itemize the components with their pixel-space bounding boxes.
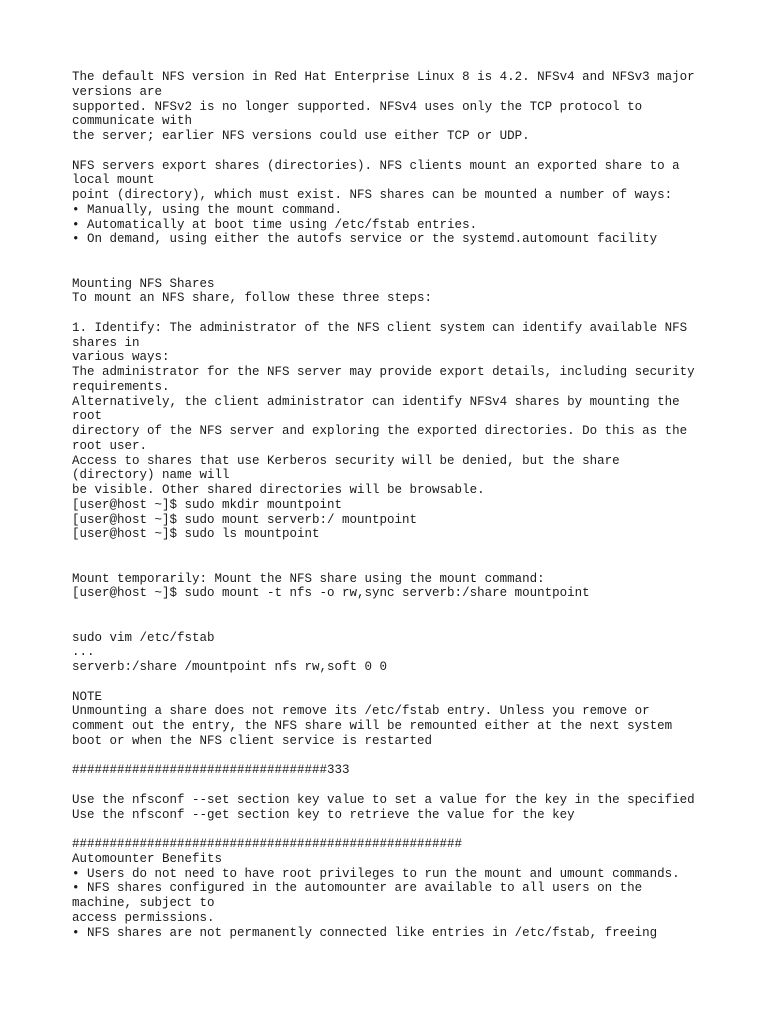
text-line: [user@host ~]$ sudo ls mountpoint [72, 527, 320, 542]
text-line: Unmounting a share does not remove its /etc/fstab entry. Unless you remove or [72, 704, 650, 719]
text-line: ##################################333 [72, 763, 350, 778]
text-line [72, 675, 732, 690]
text-line: root user. [72, 438, 148, 453]
text-line: NFS servers export shares (directories). NFS clients mount an exported share to a [72, 158, 680, 173]
text-line: Alternatively, the client administrator can identify NFSv4 shares by mounting the [72, 394, 680, 409]
text-line: • NFS shares are not permanently connected like entries in /etc/fstab, freeing [72, 925, 658, 940]
text-line [72, 306, 732, 321]
text-line: #################################################### [72, 837, 463, 851]
text-line: NOTE [72, 689, 103, 704]
text-line: requirements. [72, 379, 170, 394]
text-line: Use the nfsconf --set section key value to set a value for the key in the specified [72, 792, 695, 807]
text-line: Automounter Benefits [72, 851, 223, 866]
text-line: Mounting NFS Shares [72, 276, 215, 291]
text-line: shares in [72, 335, 140, 350]
text-line: comment out the entry, the NFS share will be remounted either at the next system [72, 719, 673, 733]
text-line: 1. Identify: The administrator of the NFS client system can identify available NFS [72, 320, 688, 335]
text-line: The administrator for the NFS server may provide export details, including security [72, 365, 695, 379]
text-line: communicate with [72, 114, 193, 129]
text-line: The default NFS version in Red Hat Enterprise Linux 8 is 4.2. NFSv4 and NFSv3 major [72, 70, 695, 84]
text-line [72, 601, 732, 616]
text-line: local mount [72, 173, 155, 188]
text-line: Access to shares that use Kerberos security will be denied, but the share [72, 453, 620, 468]
text-line: root [72, 409, 103, 424]
text-line: To mount an NFS share, follow these three steps: [72, 291, 433, 306]
text-line [72, 822, 732, 837]
text-line: serverb:/share /mountpoint nfs rw,soft 0 0 [72, 660, 388, 674]
text-line: sudo vim /etc/fstab [72, 630, 215, 645]
text-line: access permissions. [72, 910, 215, 925]
text-line: various ways: [72, 350, 170, 365]
text-line: ... [72, 645, 95, 660]
text-line: Mount temporarily: Mount the NFS share using the mount command: [72, 571, 545, 586]
text-line: boot or when the NFS client service is restarted [72, 733, 433, 748]
text-line: the server; earlier NFS versions could use either TCP or UDP. [72, 129, 530, 143]
text-line: supported. NFSv2 is no longer supported. NFSv4 uses only the TCP protocol to [72, 99, 643, 114]
text-line: [user@host ~]$ sudo mkdir mountpoint [72, 497, 343, 512]
text-line [72, 778, 732, 793]
text-line: point (directory), which must exist. NFS shares can be mounted a number of ways: [72, 188, 673, 202]
text-line [72, 262, 732, 277]
text-line: [user@host ~]$ sudo mount -t nfs -o rw,sync serverb:/share mountpoint [72, 586, 590, 601]
text-line [72, 247, 732, 262]
text-line [72, 749, 732, 764]
text-line [72, 144, 732, 159]
document-body [72, 70, 732, 940]
text-line [72, 557, 732, 572]
text-line: directory of the NFS server and exploring the exported directories. Do this as the [72, 424, 688, 438]
text-line: machine, subject to [72, 896, 215, 910]
text-line: • On demand, using either the autofs service or the systemd.automount facility [72, 232, 658, 247]
text-line [72, 616, 732, 631]
text-line [72, 542, 732, 557]
text-line: • Manually, using the mount command. [72, 202, 343, 217]
text-line: versions are [72, 84, 163, 99]
text-line: [user@host ~]$ sudo mount serverb:/ mountpoint [72, 512, 418, 527]
text-line: • Users do not need to have root privileges to run the mount and umount commands. [72, 866, 680, 881]
text-line: • NFS shares configured in the automounter are available to all users on the [72, 881, 643, 896]
text-line: • Automatically at boot time using /etc/fstab entries. [72, 217, 478, 232]
text-line: (directory) name will [72, 468, 230, 483]
text-line: Use the nfsconf --get section key to retrieve the value for the key [72, 807, 575, 822]
text-line: be visible. Other shared directories will be browsable. [72, 483, 485, 497]
